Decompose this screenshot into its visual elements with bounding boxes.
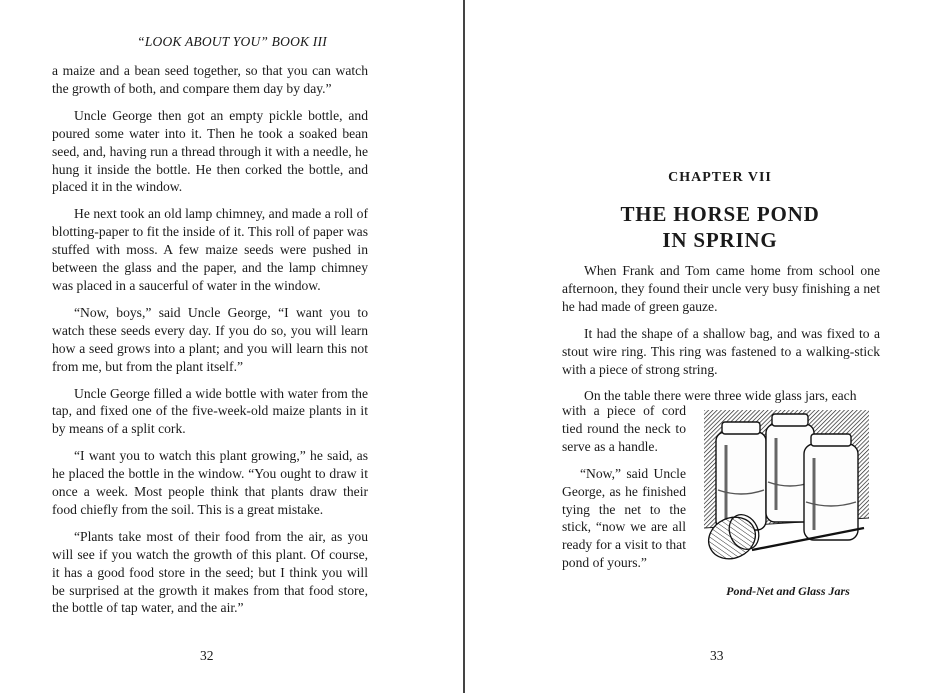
glass-jar-left bbox=[716, 422, 766, 530]
paragraph: with a piece of cord tied round the neck to serve as a handle. bbox=[562, 403, 686, 454]
left-body-text bbox=[52, 62, 368, 626]
paragraph: “Now,” said Uncle George, as he finished tying the net to the stick, “now we are all ready for a visit to that pond of yours.” bbox=[562, 465, 686, 571]
running-head: “LOOK ABOUT YOU” BOOK III bbox=[137, 34, 327, 49]
figure-caption: Pond-Net and Glass Jars bbox=[726, 584, 850, 598]
chapter-title bbox=[562, 201, 878, 253]
left-page bbox=[0, 0, 464, 693]
paragraph: He next took an old lamp chimney, and made a roll of blotting-paper to fit the inside of it. This roll of paper was stuffed with moss. A few maize seeds were pushed in between the glass and the paper, and the lamp chimney was placed in a saucerful of water in the window. bbox=[52, 206, 368, 293]
right-body-text bbox=[562, 262, 880, 405]
paragraph: Uncle George then got an empty pickle bottle, and poured some water into it. Then he took a soaked bean seed, and, having run a thread through it with a needle, he hung it inside the bottle. He then corked the bottle, and placed it in the window. bbox=[52, 107, 368, 195]
page-number: 32 bbox=[200, 648, 214, 663]
pond-net-jars-illustration bbox=[704, 410, 869, 570]
paragraph: On the table there were three wide glass jars, each bbox=[584, 388, 857, 404]
chapter-title-line: IN SPRING bbox=[662, 228, 778, 252]
paragraph: “Now, boys,” said Uncle George, “I want you to watch these seeds every day. If you do so, you will learn how a seed grows into a plant; and you will learn this not from me, but from the plant itself.” bbox=[52, 304, 368, 374]
paragraph: a maize and a bean seed together, so that you can watch the growth of both, and compare them day by day.” bbox=[52, 63, 368, 96]
paragraph: “Plants take most of their food from the air, as you will see if you watch the growth of this plant. Of course, it has a good food store in the seed; but I think you will be surprised at the growth it makes from that food store, the bottle of tap water, and the air.” bbox=[52, 528, 368, 616]
page-number: 33 bbox=[710, 648, 724, 663]
chapter-title-line: THE HORSE POND bbox=[620, 202, 820, 226]
right-page bbox=[466, 0, 929, 693]
paragraph: When Frank and Tom came home from school one afternoon, they found their uncle very busy finishing a net he had made of green gauze. bbox=[562, 263, 880, 314]
paragraph: “I want you to watch this plant growing,” he said, as he placed the bottle in the window. “You ought to draw it once a week. Most people think that plants draw their food chiefly from the soil. This is a great mistake. bbox=[52, 448, 368, 517]
paragraph: Uncle George filled a wide bottle with water from the tap, and fixed one of the five-week-old maize plants in it by means of a split cork. bbox=[52, 385, 368, 437]
chapter-label: CHAPTER VII bbox=[668, 170, 772, 185]
page-gutter bbox=[463, 0, 465, 693]
glass-jar-right bbox=[804, 434, 858, 540]
wrapped-text bbox=[562, 402, 686, 581]
paragraph: It had the shape of a shallow bag, and was fixed to a stout wire ring. This ring was fastened to a walking-stick with a piece of strong string. bbox=[562, 325, 880, 377]
